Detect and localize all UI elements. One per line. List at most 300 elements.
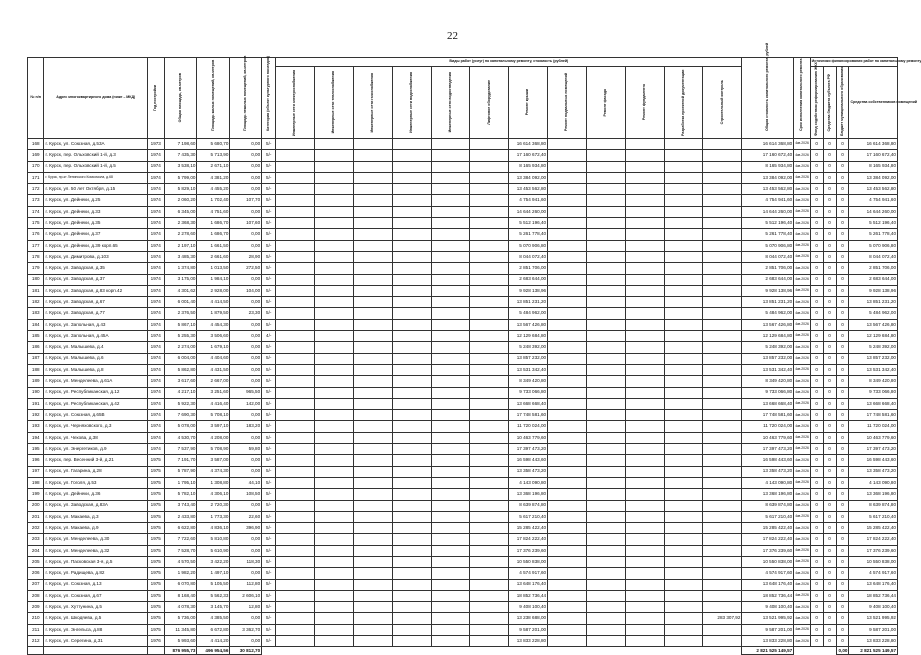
row-work-heat [315, 545, 354, 556]
row-area-living: 1 702,40 [197, 195, 230, 206]
row-year: 1974 [148, 387, 164, 398]
row-number: 188 [28, 364, 44, 375]
row-area-nonliving: 0,00 [230, 206, 262, 217]
row-work-water [392, 172, 431, 183]
row-fund-fszkh: 0 [810, 319, 823, 330]
table-row [28, 161, 898, 172]
row-fund-region: 0 [823, 444, 836, 455]
row-work-facade [586, 387, 625, 398]
row-work-building-control [703, 466, 742, 477]
row-work-water [392, 285, 431, 296]
row-fund-owners: 13 358 473,20 [849, 466, 898, 477]
row-work-gas [353, 364, 392, 375]
row-total-cost: 5 617 210,40 [742, 511, 794, 522]
row-work-gas [353, 218, 392, 229]
total-area-nonliving: 30 812,70 [230, 647, 262, 655]
row-fund-municipal: 0 [836, 455, 849, 466]
row-year: 1975 [148, 568, 164, 579]
row-number: 180 [28, 274, 44, 285]
row-work-electric [276, 534, 315, 545]
row-work-foundation [625, 500, 664, 511]
row-area-living: 1 661,50 [197, 240, 230, 251]
row-area-living: 1 686,70 [197, 218, 230, 229]
row-number: 185 [28, 331, 44, 342]
row-area-nonliving: 0,00 [230, 240, 262, 251]
row-work-design [664, 421, 703, 432]
row-total-cost: 13 648 176,40 [742, 579, 794, 590]
row-year: 1974 [148, 421, 164, 432]
row-fund-fszkh: 0 [810, 251, 823, 262]
col-header-source-2 [836, 67, 849, 139]
row-fund-region: 0 [823, 206, 836, 217]
row-work-sewer [431, 387, 470, 398]
row-year: 1974 [148, 274, 164, 285]
row-deadline: 4кв.2026 [794, 477, 810, 488]
row-work-lift [470, 568, 509, 579]
row-address: г. Курск, ул. Республиканская, д.42 [44, 398, 148, 409]
row-work-lift [470, 195, 509, 206]
row-area-living: 2 671,10 [197, 161, 230, 172]
row-area-total: 11 345,80 [164, 624, 197, 635]
row-fund-municipal: 0 [836, 319, 849, 330]
table-row [28, 590, 898, 601]
row-year: 1974 [148, 195, 164, 206]
row-work-basement [548, 184, 587, 195]
row-area-total: 4 078,30 [164, 602, 197, 613]
row-fund-fszkh: 0 [810, 466, 823, 477]
table-row [28, 139, 898, 150]
row-work-foundation [625, 477, 664, 488]
row-fund-region: 0 [823, 331, 836, 342]
row-work-design [664, 534, 703, 545]
row-work-design [664, 613, 703, 624]
row-area-nonliving: 108,50 [230, 489, 262, 500]
row-area-total: 5 078,00 [164, 421, 197, 432]
row-work-heat [315, 568, 354, 579]
row-fund-fszkh: 0 [810, 297, 823, 308]
row-work-roof: 14 644 260,00 [509, 206, 548, 217]
row-total-cost: 5 248 392,00 [742, 342, 794, 353]
row-work-gas [353, 511, 392, 522]
row-address: г. Курск, ул. Чехова, д.38 [44, 432, 148, 443]
row-area-nonliving: 104,00 [230, 285, 262, 296]
row-work-lift [470, 556, 509, 567]
row-address: г. Курск, ул. Серегина, д.31 [44, 636, 148, 647]
row-fund-fszkh: 0 [810, 545, 823, 556]
row-deadline: 4кв.2026 [794, 590, 810, 601]
row-work-sewer [431, 590, 470, 601]
row-work-water [392, 523, 431, 534]
row-work-lift [470, 240, 509, 251]
row-area-living: 2 720,30 [197, 500, 230, 511]
row-work-sewer [431, 636, 470, 647]
row-work-foundation [625, 511, 664, 522]
row-area-nonliving: 183,20 [230, 421, 262, 432]
row-work-heat [315, 534, 354, 545]
row-fund-municipal: 0 [836, 251, 849, 262]
row-area-total: 5 862,80 [164, 364, 197, 375]
row-work-facade [586, 455, 625, 466]
row-work-lift [470, 624, 509, 635]
row-work-basement [548, 308, 587, 319]
row-work-lift [470, 466, 509, 477]
row-total-cost: 5 261 778,40 [742, 229, 794, 240]
row-work-basement [548, 342, 587, 353]
row-area-living: 4 414,50 [197, 297, 230, 308]
row-work-gas [353, 285, 392, 296]
row-work-roof: 5 512 196,40 [509, 218, 548, 229]
row-fund-municipal: 0 [836, 523, 849, 534]
row-deadline: 4кв.2026 [794, 150, 810, 161]
row-work-design [664, 274, 703, 285]
row-work-lift [470, 602, 509, 613]
row-total-cost: 9 587 201,00 [742, 624, 794, 635]
row-work-heat [315, 274, 354, 285]
row-work-sewer [431, 477, 470, 488]
row-area-nonliving: 0,00 [230, 184, 262, 195]
row-work-foundation [625, 534, 664, 545]
header-row-top [28, 58, 898, 67]
row-work-facade [586, 410, 625, 421]
row-total-cost: 13 851 231,20 [742, 297, 794, 308]
row-area-nonliving: 272,50 [230, 263, 262, 274]
row-area-total: 6 001,40 [164, 297, 197, 308]
row-category: 5/- [262, 150, 276, 161]
row-number: 182 [28, 297, 44, 308]
row-fund-fszkh: 0 [810, 398, 823, 409]
row-work-gas [353, 150, 392, 161]
row-work-sewer [431, 353, 470, 364]
row-work-basement [548, 251, 587, 262]
row-area-living: 4 208,00 [197, 432, 230, 443]
row-work-facade [586, 534, 625, 545]
row-work-design [664, 195, 703, 206]
row-category: 5/- [262, 206, 276, 217]
row-fund-municipal: 0 [836, 410, 849, 421]
row-area-living: 3 587,00 [197, 455, 230, 466]
row-work-foundation [625, 150, 664, 161]
row-work-roof: 17 748 581,60 [509, 410, 548, 421]
row-work-foundation [625, 285, 664, 296]
row-work-gas [353, 161, 392, 172]
row-number: 211 [28, 624, 44, 635]
row-area-nonliving: 0,00 [230, 364, 262, 375]
row-area-living: 1 308,80 [197, 477, 230, 488]
row-work-electric [276, 489, 315, 500]
row-work-design [664, 602, 703, 613]
row-fund-region: 0 [823, 319, 836, 330]
row-fund-municipal: 0 [836, 613, 849, 624]
row-work-design [664, 636, 703, 647]
table-row [28, 229, 898, 240]
row-work-building-control [703, 590, 742, 601]
row-area-nonliving: 0,00 [230, 331, 262, 342]
row-fund-fszkh: 0 [810, 353, 823, 364]
row-work-water [392, 545, 431, 556]
row-address: г. Курск, пр-кт Ленинского Комсомола, д.68 [44, 172, 148, 183]
row-work-foundation [625, 331, 664, 342]
row-work-sewer [431, 579, 470, 590]
row-work-electric [276, 342, 315, 353]
row-work-foundation [625, 636, 664, 647]
row-work-facade [586, 139, 625, 150]
row-work-design [664, 511, 703, 522]
row-work-roof: 10 463 779,60 [509, 432, 548, 443]
row-area-living: 5 562,33 [197, 590, 230, 601]
row-work-building-control [703, 184, 742, 195]
row-deadline: 4кв.2026 [794, 308, 810, 319]
table-row [28, 466, 898, 477]
row-work-gas [353, 466, 392, 477]
row-work-basement [548, 511, 587, 522]
row-area-living: 4 404,60 [197, 353, 230, 364]
row-area-nonliving: 0,00 [230, 150, 262, 161]
row-fund-fszkh: 0 [810, 455, 823, 466]
row-work-roof: 10 550 838,00 [509, 556, 548, 567]
row-area-nonliving: 0,00 [230, 500, 262, 511]
row-number: 173 [28, 195, 44, 206]
row-fund-owners: 13 368 196,80 [849, 489, 898, 500]
row-area-nonliving: 0,00 [230, 353, 262, 364]
row-work-lift [470, 432, 509, 443]
row-work-design [664, 342, 703, 353]
row-work-facade [586, 251, 625, 262]
row-work-heat [315, 285, 354, 296]
table-row [28, 421, 898, 432]
row-work-facade [586, 556, 625, 567]
row-number: 187 [28, 353, 44, 364]
row-work-roof: 13 668 668,40 [509, 398, 548, 409]
row-work-basement [548, 579, 587, 590]
row-address: г. Курск, пер. Весенний 3-й, д.21 [44, 455, 148, 466]
row-area-nonliving: 22,60 [230, 511, 262, 522]
row-fund-owners: 8 165 934,80 [849, 161, 898, 172]
row-work-heat [315, 161, 354, 172]
row-number: 174 [28, 206, 44, 217]
row-area-total: 2 060,20 [164, 195, 197, 206]
row-deadline: 4кв.2026 [794, 466, 810, 477]
row-work-facade [586, 195, 625, 206]
row-address: г. Курск, ул. Малышева, д.8 [44, 364, 148, 375]
row-work-building-control [703, 218, 742, 229]
row-area-living: 2 928,00 [197, 285, 230, 296]
row-year: 1974 [148, 398, 164, 409]
row-work-building-control [703, 489, 742, 500]
row-work-sewer [431, 195, 470, 206]
row-address: г. Курск, ул. Радищева, д.82 [44, 568, 148, 579]
row-work-basement [548, 523, 587, 534]
row-work-heat [315, 331, 354, 342]
row-work-heat [315, 172, 354, 183]
row-work-basement [548, 229, 587, 240]
row-work-heat [315, 319, 354, 330]
row-fund-region: 0 [823, 308, 836, 319]
row-work-lift [470, 184, 509, 195]
row-work-foundation [625, 590, 664, 601]
row-work-lift [470, 376, 509, 387]
row-work-foundation [625, 297, 664, 308]
row-work-foundation [625, 489, 664, 500]
col-header-address: Адрес многоквартирного дома (ниже – МКД) [44, 58, 148, 139]
row-number: 183 [28, 308, 44, 319]
row-fund-owners: 8 044 072,40 [849, 251, 898, 262]
row-number: 197 [28, 466, 44, 477]
row-number: 189 [28, 376, 44, 387]
row-area-living: 1 879,50 [197, 308, 230, 319]
row-total-cost: 9 733 066,80 [742, 387, 794, 398]
row-work-foundation [625, 602, 664, 613]
row-area-living: 3 597,10 [197, 421, 230, 432]
row-category: 5/- [262, 455, 276, 466]
row-work-building-control [703, 511, 742, 522]
row-address: г. Курск, ул. Менделеева, д.30 [44, 534, 148, 545]
row-deadline: 4кв.2026 [794, 500, 810, 511]
row-work-design [664, 590, 703, 601]
row-work-roof: 13 238 688,00 [509, 613, 548, 624]
row-work-facade [586, 466, 625, 477]
row-work-facade [586, 342, 625, 353]
table-row [28, 489, 898, 500]
row-work-sewer [431, 342, 470, 353]
row-fund-region: 0 [823, 240, 836, 251]
row-fund-region: 0 [823, 410, 836, 421]
row-category: 5/- [262, 511, 276, 522]
row-fund-owners: 18 852 736,44 [849, 590, 898, 601]
row-fund-owners: 2 683 644,00 [849, 274, 898, 285]
table-row [28, 432, 898, 443]
row-work-facade [586, 263, 625, 274]
row-work-sewer [431, 602, 470, 613]
row-area-total: 5 736,00 [164, 613, 197, 624]
row-area-nonliving: 396,90 [230, 523, 262, 534]
row-work-basement [548, 602, 587, 613]
row-work-heat [315, 410, 354, 421]
col-header-source-1 [823, 67, 836, 139]
row-category: 5/- [262, 613, 276, 624]
row-work-water [392, 579, 431, 590]
row-deadline: 4кв.2026 [794, 353, 810, 364]
row-work-roof: 17 824 222,40 [509, 534, 548, 545]
row-deadline: 4кв.2026 [794, 568, 810, 579]
row-category: 5/- [262, 218, 276, 229]
row-work-lift [470, 206, 509, 217]
row-work-sewer [431, 432, 470, 443]
row-fund-municipal: 0 [836, 161, 849, 172]
row-work-electric [276, 195, 315, 206]
row-work-electric [276, 161, 315, 172]
row-category: 5/- [262, 421, 276, 432]
row-work-water [392, 511, 431, 522]
row-fund-municipal: 0 [836, 353, 849, 364]
row-area-nonliving: 0,00 [230, 274, 262, 285]
row-work-facade [586, 511, 625, 522]
row-work-building-control [703, 342, 742, 353]
row-category: 5/- [262, 500, 276, 511]
row-work-basement [548, 195, 587, 206]
row-fund-region: 0 [823, 534, 836, 545]
row-work-facade [586, 229, 625, 240]
row-fund-owners: 4 143 090,80 [849, 477, 898, 488]
row-year: 1973 [148, 139, 164, 150]
row-total-cost: 13 453 562,80 [742, 184, 794, 195]
row-year: 1974 [148, 240, 164, 251]
row-category: 5/- [262, 477, 276, 488]
row-area-nonliving: 0,00 [230, 432, 262, 443]
row-year: 1974 [148, 353, 164, 364]
row-fund-region: 0 [823, 161, 836, 172]
row-work-basement [548, 172, 587, 183]
row-work-facade [586, 624, 625, 635]
row-category: 5/- [262, 624, 276, 635]
row-year: 1974 [148, 331, 164, 342]
row-fund-municipal: 0 [836, 139, 849, 150]
row-number: 186 [28, 342, 44, 353]
row-area-total: 6 622,80 [164, 523, 197, 534]
row-fund-fszkh: 0 [810, 500, 823, 511]
row-address: г. Курск, ул. Пасковская 3-я, д.5 [44, 556, 148, 567]
row-work-roof: 9 587 201,00 [509, 624, 548, 635]
row-fund-owners: 10 550 838,00 [849, 556, 898, 567]
row-work-foundation [625, 274, 664, 285]
row-number: 206 [28, 568, 44, 579]
row-work-electric [276, 353, 315, 364]
row-work-sewer [431, 319, 470, 330]
row-fund-region: 0 [823, 172, 836, 183]
table-row [28, 184, 898, 195]
row-work-building-control [703, 387, 742, 398]
row-address: г. Курск, ул. Союзная, д.67 [44, 590, 148, 601]
row-work-design [664, 353, 703, 364]
row-work-building-control [703, 556, 742, 567]
row-fund-owners: 17 160 672,40 [849, 150, 898, 161]
table-row [28, 297, 898, 308]
row-address: г. Курск, ул. Гагарина, д.28 [44, 466, 148, 477]
row-work-design [664, 410, 703, 421]
row-year: 1974 [148, 172, 164, 183]
row-fund-region: 0 [823, 556, 836, 567]
row-work-design [664, 523, 703, 534]
row-fund-fszkh: 0 [810, 477, 823, 488]
col-header-deadline-text: Срок исполнения капитального ремонта [799, 58, 804, 131]
table-row [28, 353, 898, 364]
row-address: г. Курск, ул. Дейнеки, д.25 [44, 195, 148, 206]
row-address: г. Курск, ул. Малышева, д.4 [44, 342, 148, 353]
row-work-basement [548, 568, 587, 579]
row-year: 1975 [148, 477, 164, 488]
row-work-gas [353, 263, 392, 274]
row-work-water [392, 410, 431, 421]
row-address: г. Курск, ул. Заводская, д.37 [44, 274, 148, 285]
row-work-facade [586, 545, 625, 556]
row-fund-owners: 13 567 426,80 [849, 319, 898, 330]
row-area-nonliving: 59,80 [230, 444, 262, 455]
row-total-cost: 13 384 092,00 [742, 172, 794, 183]
table-row [28, 387, 898, 398]
row-fund-owners: 13 453 562,80 [849, 184, 898, 195]
row-work-water [392, 602, 431, 613]
row-deadline: 4кв.2026 [794, 455, 810, 466]
row-year: 1975 [148, 556, 164, 567]
row-work-electric [276, 229, 315, 240]
col-header-work-5-text: Лифтовое оборудование [486, 80, 491, 125]
row-work-roof: 11 720 024,00 [509, 421, 548, 432]
row-deadline: 4кв.2026 [794, 263, 810, 274]
row-total-cost: 15 285 422,40 [742, 523, 794, 534]
row-work-lift [470, 331, 509, 342]
row-work-foundation [625, 398, 664, 409]
row-area-total: 6 004,00 [164, 353, 197, 364]
row-work-sewer [431, 523, 470, 534]
